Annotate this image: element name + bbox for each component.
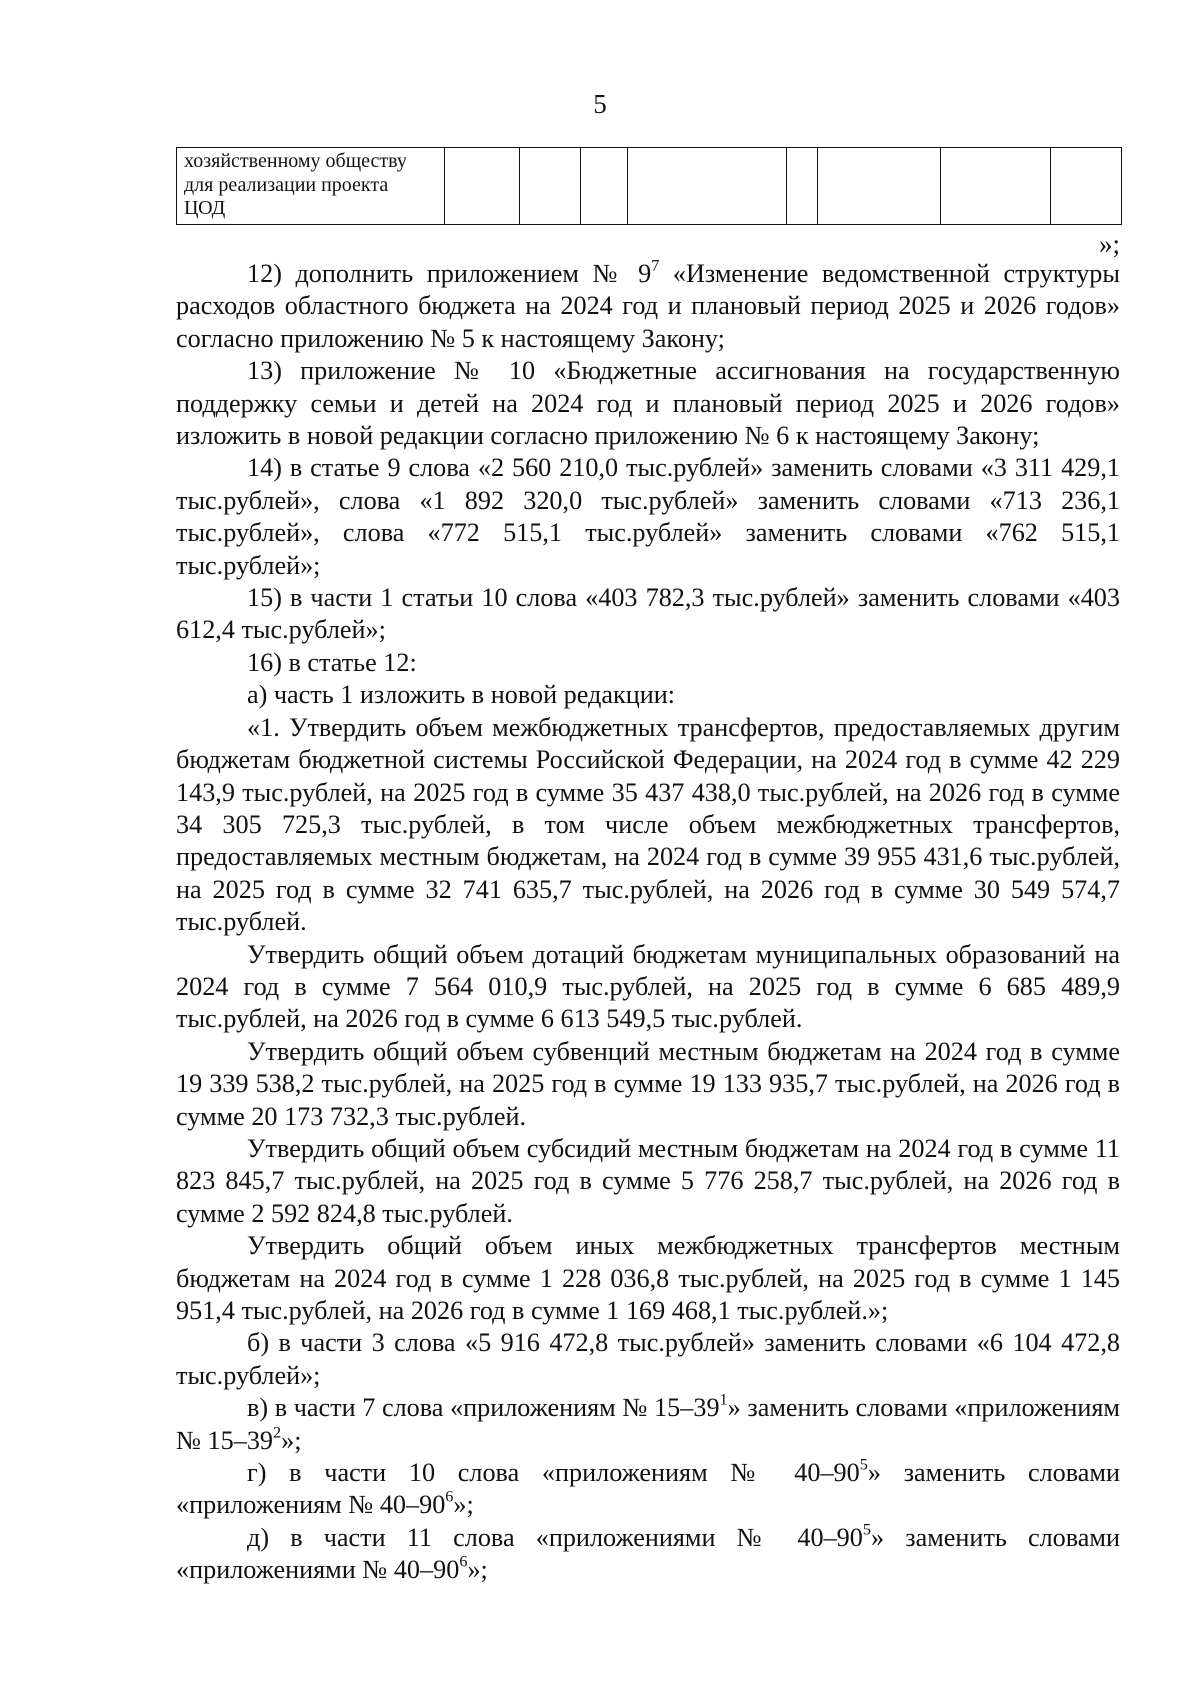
table-cell-empty bbox=[580, 148, 627, 225]
superscript: 2 bbox=[273, 1422, 282, 1441]
text-run: в) в части 7 слова «приложениям № 15–39 bbox=[247, 1393, 720, 1423]
paragraph bbox=[176, 1230, 1120, 1327]
text-run: «1. Утвердить объем межбюджетных трансфертов, предоставляемых другим бюджетам бюджетной системы Российской Федерации, на 2024 год в сумме 42 229 143,9 тыс.рублей, на 2025 год в сумме 35 437 438,0 тыс.рублей, на 2026 год в сумме 34 305 725,3 тыс.рублей, в том числе объем межбюджетных трансфертов, предоставляемых местным бюджетам, на 2024 год в сумме 39 955 431,6 тыс.рублей, на 2025 год в сумме 32 741 635,7 тыс.рублей, на 2026 год в сумме 30 549 574,7 тыс.рублей. bbox=[176, 712, 1120, 937]
text-run: «Изменение ведомственной структуры расходов областного бюджета на 2024 год и плановый период 2025 и 2026 годов» согласно приложению № 5 к настоящему Закону; bbox=[176, 259, 1120, 353]
table-cell-empty bbox=[1051, 148, 1122, 225]
text-run: 14) в статье 9 слова «2 560 210,0 тыс.рублей» заменить словами «3 311 429,1 тыс.рублей», слова «1 892 320,0 тыс.рублей» заменить словами «713 236,1 тыс.рублей», слова «772 515,1 тыс.рублей» заменить словами «762 515,1 тыс.рублей»; bbox=[176, 453, 1120, 580]
table-cell-empty bbox=[628, 148, 787, 225]
paragraph bbox=[176, 1457, 1120, 1522]
text-run: 13) приложение № 10 «Бюджетные ассигнования на государственную поддержку семьи и детей на 2024 год и плановый период 2025 и 2026 годов» изложить в новой редакции согласно приложению № 6 к настоящему Закону; bbox=[176, 356, 1120, 451]
text-run: 16) в статье 12: bbox=[247, 647, 417, 677]
superscript: 6 bbox=[459, 1552, 468, 1571]
paragraph bbox=[176, 939, 1120, 1036]
superscript: 1 bbox=[719, 1390, 728, 1409]
table-cell-empty bbox=[520, 148, 581, 225]
paragraph bbox=[176, 258, 1120, 355]
text-run: 12) дополнить приложением № 9 bbox=[247, 259, 652, 288]
document-body bbox=[176, 258, 1120, 1587]
table-cell-description: хозяйственному обществу для реализации проекта ЦОД bbox=[177, 148, 445, 225]
text-run: »; bbox=[281, 1425, 302, 1455]
paragraph bbox=[176, 582, 1120, 647]
table-row bbox=[177, 148, 1122, 225]
paragraph bbox=[176, 1133, 1120, 1230]
text-run: Утвердить общий объем дотаций бюджетам муниципальных образований на 2024 год в сумме 7 564 010,9 тыс.рублей, на 2025 год в сумме 6 685 489,9 тыс.рублей, на 2026 год в сумме 6 613 549,5 тыс.рублей. bbox=[176, 939, 1120, 1034]
text-run: »; bbox=[467, 1555, 488, 1585]
paragraph bbox=[176, 1036, 1120, 1133]
superscript: 5 bbox=[859, 1455, 868, 1474]
text-run: » заменить словами «приложениями № 40–90 bbox=[176, 1522, 1121, 1585]
superscript: 6 bbox=[445, 1487, 454, 1506]
superscript: 7 bbox=[651, 256, 660, 275]
table-cell-empty bbox=[444, 148, 520, 225]
paragraph bbox=[176, 452, 1120, 582]
paragraph bbox=[176, 712, 1120, 939]
paragraph bbox=[176, 1522, 1120, 1587]
text-run: » заменить словами «приложениям № 40–90 bbox=[176, 1458, 1121, 1520]
text-run: Утвердить общий объем субсидий местным бюджетам на 2024 год в сумме 11 823 845,7 тыс.рублей, на 2025 год в сумме 5 776 258,7 тыс.рублей, на 2026 год в сумме 2 592 824,8 тыс.рублей. bbox=[176, 1133, 1120, 1228]
table-cell-empty bbox=[941, 148, 1051, 225]
text-run: д) в части 11 слова «приложениями № 40–90 bbox=[247, 1522, 863, 1552]
paragraph bbox=[176, 355, 1120, 452]
paragraph bbox=[176, 647, 1120, 679]
paragraph bbox=[176, 679, 1120, 711]
table-cell-empty bbox=[818, 148, 941, 225]
continued-table bbox=[176, 147, 1122, 225]
text-run: Утвердить общий объем субвенций местным бюджетам на 2024 год в сумме 19 339 538,2 тыс.рублей, на 2025 год в сумме 19 133 935,7 тыс.рублей, на 2026 год в сумме 20 173 732,3 тыс.рублей. bbox=[176, 1036, 1120, 1131]
paragraph bbox=[176, 1392, 1120, 1457]
paragraph bbox=[176, 1327, 1120, 1392]
page-number: 5 bbox=[593, 89, 607, 119]
text-run: 15) в части 1 статьи 10 слова «403 782,3 тыс.рублей» заменить словами «403 612,4 тыс.рублей»; bbox=[176, 583, 1120, 645]
text-run: а) часть 1 изложить в новой редакции: bbox=[247, 680, 676, 710]
table-cell-empty bbox=[786, 148, 817, 225]
text-run: Утвердить общий объем иных межбюджетных трансфертов местным бюджетам на 2024 год в сумме 1 228 036,8 тыс.рублей, на 2025 год в сумме 1 145 951,4 тыс.рублей, на 2026 год в сумме 1 169 468,1 тыс.рублей.»; bbox=[176, 1231, 1120, 1325]
text-run: г) в части 10 слова «приложениям № 40–90 bbox=[247, 1458, 860, 1488]
superscript: 5 bbox=[862, 1520, 871, 1539]
text-run: »; bbox=[453, 1490, 474, 1520]
text-run: » заменить словами «приложениям № 15–39 bbox=[176, 1393, 1120, 1455]
table-closing-quote: »; bbox=[1098, 229, 1120, 259]
text-run: б) в части 3 слова «5 916 472,8 тыс.рублей» заменить словами «6 104 472,8 тыс.рублей»; bbox=[176, 1328, 1120, 1390]
